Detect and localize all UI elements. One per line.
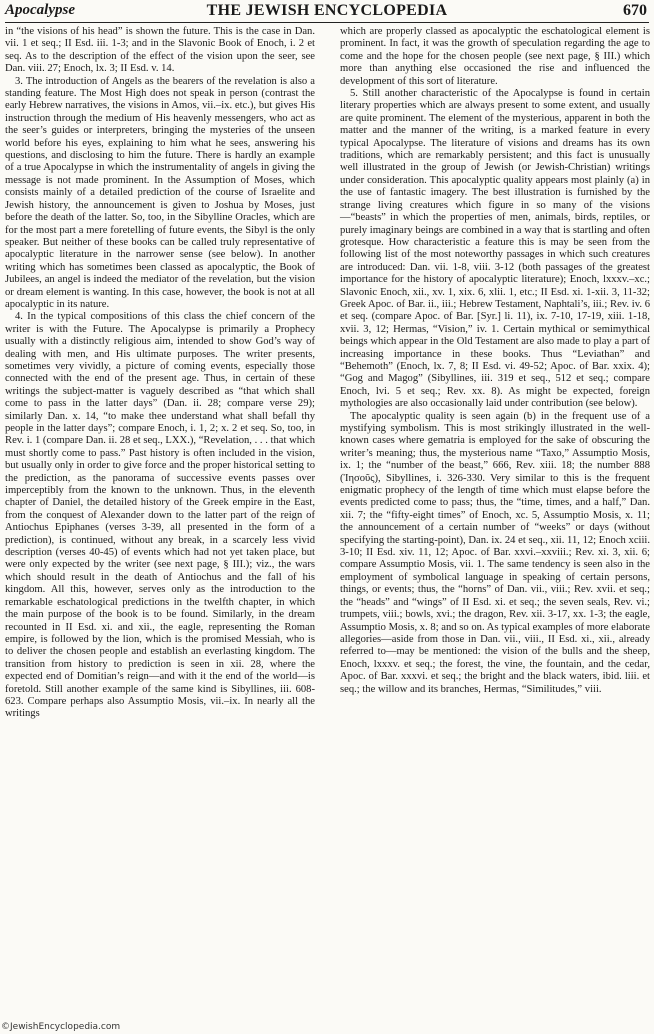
header-rule <box>5 22 649 23</box>
paragraph: 3. The introduction of Angels as the bearers of the revelation is also a standing feature. The Most High does not speak in person (contrast the early Hebrew narratives, the visions in Amos, vii.–ix. etc.), but gives His instruction through the medium of His heavenly messengers, who act as the seer’s guides or interpreters, bringing the mysteries of the unseen world before his eyes, explaining to him what he sees, answering his questions, and disclosing to him the future. There is hardly an example of a true Apocalypse in which the instrumentality of angels in giving the message is not made prominent. In the Assumption of Moses, which consists mainly of a detailed prediction of the course of Israelite and Jewish history, the announcement is given to Joshua by Moses, just before the death of the latter. So, too, in the Sibylline Oracles, which are for the most part a mere foretelling of future events, the Sibyl is the only speaker. But neither of these books can be called truly representative of apocalyptic literature in the narrower sense (see below). In another writing which has sometimes been classed as apocalyptic, the Book of Jubilees, an angel is indeed the mediator of the revelation, but the vision or dream element is wanting. In this case, however, the book is not at all apocalyptic in its nature. <box>5 75 315 310</box>
paragraph: in “the visions of his head” is shown the future. This is the case in Dan. vii. 1 et seq.; II Esd. iii. 1-3; and in the Slavonic Book of Enoch, i. 2 et seq. As to the description of the effect of the vision upon the seer, see Dan. viii. 27; Enoch, lx. 3; II Esd. v. 14. <box>5 26 315 75</box>
header-publication-title: THE JEWISH ENCYCLOPEDIA <box>206 2 448 19</box>
header-article-title: Apocalypse <box>5 2 75 18</box>
right-column <box>340 26 650 696</box>
left-column <box>5 26 315 721</box>
paragraph: 4. In the typical compositions of this class the chief concern of the writer is with the Future. The Apocalypse is primarily a Prophecy usually with a distinctly religious aim, intended to show God’s way of dealing with men, and His ultimate purposes. The writer presents, sometimes very vividly, a picture of coming events, especially those connected with the end of the present age. Thus, in certain of these writings the subject-matter is vaguely described as “that which shall come to pass in the latter days” (Dan. ii. 28; compare verse 29); similarly Dan. x. 14, “to make thee understand what shall befall thy people in the latter days”; compare Enoch, i. 1, 2; x. 2 et seq. So, too, in Rev. i. 1 (compare Dan. ii. 28 et seq., LXX.), “Revelation, . . . that which must shortly come to pass.” Past history is often included in the vision, but usually only in order to give force and the proper historical setting to the prediction, as the panorama of successive events passes over imperceptibly from the known to the unknown. Thus, in the eleventh chapter of Daniel, the detailed history of the Greek empire in the East, from the conquest of Alexander down to the latter part of the reign of Antiochus Epiphanes (verses 3-39, all presented in the form of a prediction), is continued, without any break, in a scarcely less vivid description (verses 40-45) of events which had not yet taken place, but were only expected by the writer (see next page, § III.); viz., the wars which should result in the death of Antiochus and the fall of his kingdom. All this, however, serves only as the introduction to the remarkable eschatological predictions in the twelfth chapter, in which the main purpose of the book is to be found. Similarly, in the dream recounted in II Esd. xi. and xii., the eagle, representing the Roman empire, is followed by the lion, which is the promised Messiah, who is to deliver the chosen people and establish an everlasting kingdom. The transition from history to prediction is seen in xii. 28, where the expected end of Domitian’s reign—and with it the end of the world—is foretold. Still another example of the same kind is Sibyllines, iii. 608-623. Compare perhaps also Assumptio Mosis, vii.–ix. In nearly all the writings <box>5 311 315 720</box>
paragraph: The apocalyptic quality is seen again (b) in the frequent use of a mystifying symbolism. This is most strikingly illustrated in the well-known cases where gematria is employed for the sake of obscuring the writer’s meaning; thus, the mysterious name “Taxo,” Assumptio Mosis, ix. 1; the “number of the beast,” 666, Rev. xiii. 18; the number 888 (Ἰησοῦς), Sibyllines, i. 326-330. Very similar to this is the frequent enigmatic prophecy of the length of time which must elapse before the events predicted come to pass; thus, the “time, times, and a half,” Dan. xii. 7; the “fifty-eight times” of Enoch, xc. 5, Assumptio Mosis, x. 11; the announcement of a certain number of “weeks” or days (without specifying the starting-point), Dan. ix. 24 et seq., xii. 11, 12; Enoch xciii. 3-10; II Esd. xiv. 11, 12; Apoc. of Bar. xxvi.–xxviii.; Rev. xi. 3, xii. 6; compare Assumptio Mosis, vii. 1. The same tendency is seen also in the employment of symbolical language in speaking of certain persons, things, or events; thus, the “horns” of Dan. vii., viii.; Rev. xvii. et seq.; the “heads” and “wings” of II Esd. xi. et seq.; the seven seals, Rev. vi.; trumpets, viii.; bowls, xvi.; the dragon, Rev. xii. 3-17, xx. 1-3; the eagle, Assumptio Mosis, x. 8; and so on. As typical examples of more elaborate allegories—aside from those in Dan. vii., viii., II Esd. xi., xii., already referred to—may be mentioned: the vision of the bulls and the sheep, Enoch, lxxxv. et seq.; the forest, the vine, the fountain, and the cedar, Apoc. of Bar. xxxvi. et seq.; the bright and the black waters, ibid. liii. et seq.; the willow and its branches, Hermas, “Similitudes,” viii. <box>340 410 650 695</box>
paragraph: 5. Still another characteristic of the Apocalypse is found in certain literary properties which are always present to some extent, and usually are quite prominent. The element of the mysterious, apparent in both the matter and the manner of the writing, is a marked feature in every typical Apocalypse. The literature of visions and dreams has its own traditions, which are remarkably persistent; and this fact is unusually well illustrated in the group of Jewish (or Jewish-Christian) writings under consideration. This apocalyptic quality appears most plainly (a) in the use of fantastic imagery. The best illustration is furnished by the strange living creatures which figure in so many of the visions—“beasts” in which the properties of men, animals, birds, reptiles, or purely imaginary beings are combined in a way that is startling and often grotesque. How characteristic a feature this is may be seen from the following list of the most noteworthy passages in which such creatures are introduced: Dan. vii. 1-8, viii. 3-12 (both passages of the greatest importance for the history of apocalyptic literature); Enoch, lxxxv.–xc.; Slavonic Enoch, xii., xv. 1, xix. 6, xlii. 1, etc.; II Esd. xi. 1-xii. 3, 11-32; Greek Apoc. of Bar. ii., iii.; Hebrew Testament, Naphtali’s, iii.; Rev. iv. 6 et seq. (compare Apoc. of Bar. [Syr.] li. 11), ix. 7-10, 17-19, xiii. 1-18, xvii. 3, 12; Hermas, “Vision,” iv. 1. Certain mythical or semimythical beings which appear in the Old Testament are also made to play a part of increasing importance in these books. Thus “Leviathan” and “Behemoth” (Enoch, lx. 7, 8; II Esd. vi. 49-52; Apoc. of Bar. xxix. 4); “Gog and Magog” (Sibyllines, iii. 319 et seq., 512 et seq.; compare Enoch, lvi. 5 et seq.; Rev. xx. 8). As might be expected, foreign mythologies are also occasionally laid under contribution (see below). <box>340 88 650 410</box>
paragraph: which are properly classed as apocalyptic the eschatological element is prominent. In fact, it was the growth of speculation regarding the age to come and the hope for the chosen people (see next page, § III.) which more than anything else occasioned the rise and influenced the development of this sort of literature. <box>340 26 650 87</box>
header-page-number: 670 <box>623 2 647 19</box>
site-credit: ©JewishEncyclopedia.com <box>1 1022 121 1032</box>
